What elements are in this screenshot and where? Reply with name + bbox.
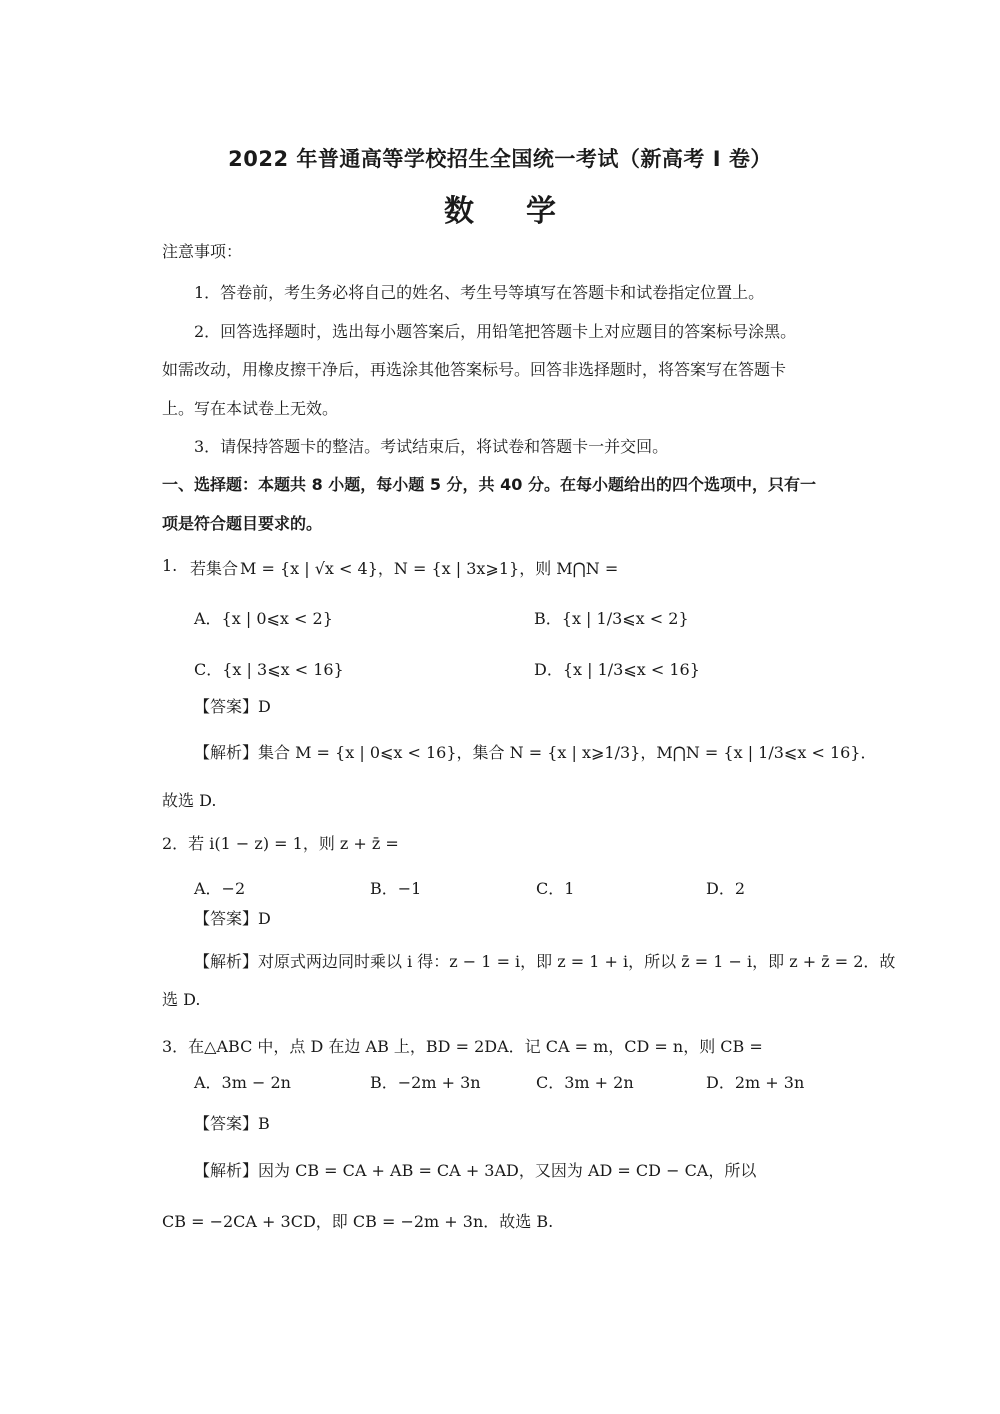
question-2-answer: 【答案】D bbox=[194, 909, 271, 928]
exam-title: 2022 年普通高等学校招生全国统一考试（新高考 I 卷） bbox=[228, 147, 772, 171]
question-3-stem: 3．在△ABC 中，点 D 在边 AB 上，BD = 2DA．记 CA = m，CD = n，则 CB = bbox=[162, 1037, 763, 1056]
question-1-stem-prefix: 若集合 bbox=[190, 559, 239, 578]
section-heading-line-2: 项是符合题目要求的。 bbox=[162, 514, 323, 533]
question-1-option-a: A．{x | 0⩽x < 2} bbox=[194, 609, 333, 628]
question-3-option-d: D．2m + 3n bbox=[706, 1073, 805, 1092]
notice-item-2-line-1: 2．回答选择题时，选出每小题答案后，用铅笔把答题卡上对应题目的答案标号涂黑。 bbox=[194, 322, 797, 341]
question-2-stem: 2．若 i(1 − z) = 1，则 z + z̄ = bbox=[162, 834, 399, 853]
notice-heading: 注意事项： bbox=[162, 242, 243, 261]
question-3-option-c: C．3m + 2n bbox=[536, 1073, 634, 1092]
question-2-option-c: C．1 bbox=[536, 879, 575, 898]
question-2-conclusion: 选 D. bbox=[162, 990, 201, 1009]
question-3-option-a: A．3m − 2n bbox=[194, 1073, 291, 1092]
question-1-option-b: B．{x | 1/3⩽x < 2} bbox=[534, 609, 689, 628]
notice-item-2-line-2: 如需改动，用橡皮擦干净后，再选涂其他答案标号。回答非选择题时，将答案写在答题卡 bbox=[162, 360, 787, 379]
question-3-analysis: 【解析】因为 CB = CA + AB = CA + 3AD，又因为 AD = CD − CA，所以 bbox=[194, 1161, 757, 1180]
question-1-option-c: C．{x | 3⩽x < 16} bbox=[194, 660, 344, 679]
question-1-option-d: D．{x | 1/3⩽x < 16} bbox=[534, 660, 700, 679]
question-1-conclusion: 故选 D. bbox=[162, 791, 217, 810]
question-1-stem: M = {x | √x < 4}，N = {x | 3x⩾1}，则 M⋂N = bbox=[240, 559, 619, 578]
question-1-number: 1. bbox=[162, 556, 178, 575]
question-2-analysis: 【解析】对原式两边同时乘以 i 得：z − 1 = i，即 z = 1 + i，所以 z̄ = 1 − i，即 z + z̄ = 2．故 bbox=[194, 952, 896, 971]
question-2-option-d: D．2 bbox=[706, 879, 746, 898]
subject-title: 数学 bbox=[444, 194, 608, 229]
question-2-option-a: A．−2 bbox=[194, 879, 246, 898]
notice-item-1: 1．答卷前，考生务必将自己的姓名、考生号等填写在答题卡和试卷指定位置上。 bbox=[194, 283, 765, 302]
question-3-conclusion: CB = −2CA + 3CD，即 CB = −2m + 3n．故选 B. bbox=[162, 1212, 554, 1231]
notice-item-3: 3．请保持答题卡的整洁。考试结束后，将试卷和答题卡一并交回。 bbox=[194, 437, 669, 456]
question-1-analysis: 【解析】集合 M = {x | 0⩽x < 16}，集合 N = {x | x⩾1/3}，M⋂N = {x | 1/3⩽x < 16}． bbox=[194, 743, 877, 762]
question-2-option-b: B．−1 bbox=[370, 879, 422, 898]
section-heading-line-1: 一、选择题：本题共 8 小题，每小题 5 分，共 40 分。在每小题给出的四个选项中，只有一 bbox=[162, 475, 816, 494]
question-1-answer: 【答案】D bbox=[194, 697, 271, 716]
notice-item-2-line-3: 上。写在本试卷上无效。 bbox=[162, 399, 339, 418]
question-3-answer: 【答案】B bbox=[194, 1114, 270, 1133]
question-3-option-b: B．−2m + 3n bbox=[370, 1073, 481, 1092]
